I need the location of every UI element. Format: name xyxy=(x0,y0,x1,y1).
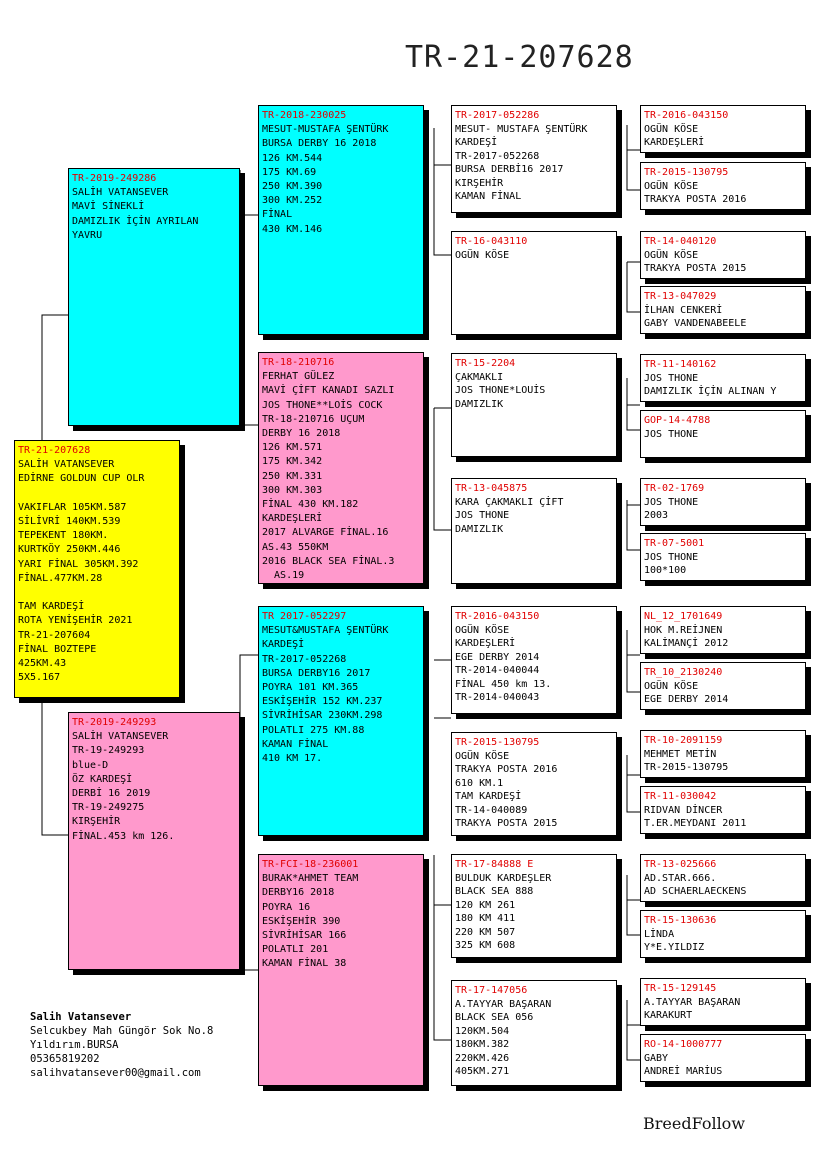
pigeon-card-subject[interactable] xyxy=(14,440,180,698)
info-line: EGE DERBY 2014 xyxy=(455,651,540,663)
info-line: DAMIZLIK İÇİN ALINAN Y xyxy=(644,386,777,397)
pigeon-card-gen4-7[interactable] xyxy=(451,854,617,958)
connector-gen3-g4 xyxy=(434,855,451,1040)
info-line: 220 KM 507 xyxy=(455,926,516,938)
info-line: OGÜN KÖSE xyxy=(455,624,510,636)
breeder-address: Selcukbey Mah Güngör Sok No.8 xyxy=(30,1025,214,1037)
info-line: KARDEŞLERİ xyxy=(455,638,516,649)
ring-number: RO-14-1000777 xyxy=(644,1039,723,1050)
breeder-email: salihvatansever00@gmail.com xyxy=(30,1067,201,1079)
pigeon-card-gen5-2[interactable] xyxy=(640,162,806,210)
pigeon-card-dam-sire[interactable] xyxy=(258,606,424,836)
connector-gen4-g2 xyxy=(627,262,640,312)
ring-number: TR-17-84888 E xyxy=(455,859,534,870)
info-line: KURTKÖY 250KM.446 xyxy=(18,544,121,556)
pigeon-card-gen5-9[interactable] xyxy=(640,606,806,654)
info-line: AD SCHAERLAECKENS xyxy=(644,886,747,897)
info-line: KARDEŞLERİ xyxy=(644,137,705,148)
info-line: 300 KM.303 xyxy=(262,484,323,496)
info-line: TR-2014-040043 xyxy=(455,692,540,703)
info-line xyxy=(18,487,176,501)
info-line: A.TAYYAR BAŞARAN xyxy=(455,998,552,1010)
info-line: TR-18-210716 UÇUM xyxy=(262,413,365,425)
ring-number: TR-2015-130795 xyxy=(644,167,729,178)
pigeon-card-gen5-15[interactable] xyxy=(640,978,806,1026)
pigeon-card-gen5-7[interactable] xyxy=(640,478,806,526)
info-line: T.ER.MEYDANI 2011 xyxy=(644,818,747,829)
breeder-contact xyxy=(30,1010,213,1080)
info-line: DERBY16 2018 xyxy=(262,887,335,899)
pigeon-card-dam-dam[interactable] xyxy=(258,854,424,1086)
ring-number: TR_10_2130240 xyxy=(644,667,723,678)
info-line: JOS THONE xyxy=(644,372,699,384)
info-line: KARDEŞİ xyxy=(455,137,498,148)
ring-number: TR-2019-249286 xyxy=(72,173,157,184)
info-line: İLHAN CENKERİ xyxy=(644,304,723,316)
info-line: 250 KM.390 xyxy=(262,181,323,193)
connector-gen3-g1 xyxy=(434,128,451,255)
info-line: TRAKYA POSTA 2016 xyxy=(455,764,558,775)
pigeon-card-gen5-14[interactable] xyxy=(640,910,806,958)
info-line: TR-2017-052268 xyxy=(262,653,347,665)
info-line: FİNAL.453 km 126. xyxy=(72,830,175,842)
info-line: SALİH VATANSEVER xyxy=(18,459,115,471)
pigeon-card-gen5-5[interactable] xyxy=(640,354,806,402)
info-line: TAM KARDEŞİ xyxy=(455,791,522,802)
ring-number: TR-15-129145 xyxy=(644,983,717,994)
ring-number: TR-FCI-18-236001 xyxy=(262,859,359,870)
info-line: 175 KM.69 xyxy=(262,166,317,178)
info-line: OGÜN KÖSE xyxy=(644,123,699,135)
info-line: FİNAL 430 KM.182 xyxy=(262,499,359,511)
info-line: 250 KM.331 xyxy=(262,470,323,482)
ring-number: TR-16-043110 xyxy=(455,236,528,247)
info-line: SİVRİHİSAR 230KM.298 xyxy=(262,710,383,722)
info-line: 100*100 xyxy=(644,565,687,576)
ring-number: TR-13-045875 xyxy=(455,483,528,494)
connector-gen4-g8 xyxy=(627,1000,640,1060)
info-line: TR-2014-040044 xyxy=(455,665,540,676)
pigeon-card-gen4-4[interactable] xyxy=(451,478,617,584)
connector-gen4-g1 xyxy=(627,125,640,190)
info-line: 2016 BLACK SEA FİNAL.3 xyxy=(262,555,395,567)
ring-number: TR-18-210716 xyxy=(262,357,335,368)
breeder-phone: 05365819202 xyxy=(30,1053,100,1065)
info-line: KIRŞEHİR xyxy=(455,177,504,189)
info-line: GABY VANDENABEELE xyxy=(644,318,747,329)
pigeon-card-gen5-8[interactable] xyxy=(640,533,806,581)
pigeon-card-gen4-6[interactable] xyxy=(451,732,617,836)
info-line: VAKIFLAR 105KM.587 xyxy=(18,501,127,513)
info-line: MAVİ SİNEKLİ xyxy=(72,201,145,213)
info-line: Y*E.YILDIZ xyxy=(644,942,705,953)
info-line: 180 KM 411 xyxy=(455,913,516,924)
ring-number: TR-13-025666 xyxy=(644,859,717,870)
ring-number: TR-2018-230025 xyxy=(262,110,347,121)
info-line: JOS THONE xyxy=(644,496,699,508)
ring-number: TR-02-1769 xyxy=(644,483,705,494)
connector-gen2-top xyxy=(240,170,258,425)
connector-gen4-g7 xyxy=(627,875,640,935)
info-line: EGE DERBY 2014 xyxy=(644,694,729,705)
info-line: MESUT-MUSTAFA ŞENTÜRK xyxy=(262,124,389,136)
pigeon-card-gen5-12[interactable] xyxy=(640,786,806,834)
ring-number: TR-2016-043150 xyxy=(455,611,540,622)
ring-number: TR-2019-249293 xyxy=(72,717,157,728)
info-line: A.TAYYAR BAŞARAN xyxy=(644,996,741,1008)
info-line: OGÜN KÖSE xyxy=(644,180,699,192)
info-line: 410 KM 17. xyxy=(262,753,323,765)
pigeon-card-dam[interactable] xyxy=(68,712,240,970)
pigeon-card-gen4-2[interactable] xyxy=(451,231,617,335)
ring-number: TR 2017-052297 xyxy=(262,611,347,622)
info-line: POLATLI 201 xyxy=(262,944,329,956)
info-line: 126 KM.571 xyxy=(262,442,323,454)
ring-number: TR-21-207628 xyxy=(18,445,91,456)
info-line: JOS THONE xyxy=(644,551,699,563)
pigeon-card-gen4-5[interactable] xyxy=(451,606,617,714)
pigeon-card-gen5-13[interactable] xyxy=(640,854,806,902)
info-line: DERBY 16 2018 xyxy=(262,428,341,440)
info-line: POLATLI 275 KM.88 xyxy=(262,724,365,736)
pigeon-card-gen4-3[interactable] xyxy=(451,353,617,457)
info-line: OGÜN KÖSE xyxy=(644,680,699,692)
pigeon-card-gen5-3[interactable] xyxy=(640,231,806,279)
info-line: RIDVAN DİNCER xyxy=(644,804,723,816)
connector-gen4-g3 xyxy=(627,378,640,430)
ring-number: TR-2016-043150 xyxy=(644,110,729,121)
info-line: TEPEKENT 180KM. xyxy=(18,530,109,542)
info-line: KIRŞEHİR xyxy=(72,816,121,828)
info-line: AS.19 xyxy=(262,570,305,582)
info-line: SİLİVRİ 140KM.539 xyxy=(18,516,121,528)
pigeon-card-gen5-4[interactable] xyxy=(640,286,806,334)
ring-number: TR-15-2204 xyxy=(455,358,516,369)
info-line: KAMAN FİNAL xyxy=(455,191,522,202)
info-line: FİNAL xyxy=(262,209,293,221)
connector-gen4-g6 xyxy=(627,755,640,812)
info-line: BURSA DERBY16 2017 xyxy=(262,667,371,679)
info-line: 325 KM 608 xyxy=(455,940,516,951)
pigeon-card-gen4-8[interactable] xyxy=(451,980,617,1086)
info-line: KARA ÇAKMAKLI ÇİFT xyxy=(455,496,564,508)
info-line: 120 KM 261 xyxy=(455,899,516,911)
info-line: POYRA 101 KM.365 xyxy=(262,682,359,694)
info-line: TR-21-207604 xyxy=(18,629,91,641)
info-line: TR-19-249275 xyxy=(72,802,145,814)
info-line: ESKİŞEHİR 390 xyxy=(262,915,341,927)
connector-gen4-g4 xyxy=(627,500,640,550)
info-line: DAMIZLIK xyxy=(455,398,504,410)
connector-gen4-g5 xyxy=(627,630,640,692)
info-line: JOS THONE*LOUİS xyxy=(455,385,546,396)
info-line: ANDREİ MARİUS xyxy=(644,1066,723,1077)
info-line: SALİH VATANSEVER xyxy=(72,731,169,743)
info-line: 180KM.382 xyxy=(455,1039,510,1050)
info-line: TRAKYA POSTA 2015 xyxy=(455,818,558,829)
info-line: KAMAN FİNAL 38 xyxy=(262,958,347,970)
info-line: TR-14-040089 xyxy=(455,804,528,816)
ring-number: TR-10-2091159 xyxy=(644,735,723,746)
brand-logo-text: BreedFollow xyxy=(643,1114,746,1133)
info-line: TAM KARDEŞİ xyxy=(18,601,85,613)
info-line: blue-D xyxy=(72,759,109,771)
info-line: YAVRU xyxy=(72,229,103,241)
breeder-city: Yıldırım.BURSA xyxy=(30,1039,119,1051)
info-line: 126 KM.544 xyxy=(262,152,323,164)
info-line: JOS THONE xyxy=(455,510,510,521)
ring-number: TR-15-130636 xyxy=(644,915,717,926)
pigeon-card-gen5-1[interactable] xyxy=(640,105,806,153)
info-line: KARAKURT xyxy=(644,1010,693,1021)
pigeon-card-gen5-6[interactable] xyxy=(640,410,806,458)
info-line: KARDEŞİ xyxy=(262,639,305,651)
info-line: 5X5.167 xyxy=(18,672,61,684)
ring-number: GOP-14-4788 xyxy=(644,415,711,426)
ring-number: TR-11-140162 xyxy=(644,359,717,370)
info-line: MEHMET METİN xyxy=(644,748,717,760)
pigeon-card-gen5-11[interactable] xyxy=(640,730,806,778)
info-line: ÖZ KARDEŞİ xyxy=(72,773,133,785)
info-line: BURSA DERBİ16 2017 xyxy=(455,164,564,175)
connector-gen3-g3 xyxy=(434,660,451,718)
info-line: 220KM.426 xyxy=(455,1052,510,1064)
info-line: KALİMANÇİ 2012 xyxy=(644,638,729,649)
info-line: MESUT&MUSTAFA ŞENTÜRK xyxy=(262,625,389,637)
info-line: 430 KM.146 xyxy=(262,223,323,235)
breeder-name: Salih Vatansever xyxy=(30,1011,132,1023)
ring-number: TR-17-147056 xyxy=(455,985,528,996)
info-line: 2003 xyxy=(644,510,669,521)
info-line: BURSA DERBY 16 2018 xyxy=(262,138,377,150)
info-line: TR-2017-052268 xyxy=(455,150,540,162)
info-line: BLACK SEA 056 xyxy=(455,1012,534,1023)
info-line: TRAKYA POSTA 2016 xyxy=(644,194,747,205)
info-line: 175 KM.342 xyxy=(262,456,323,468)
info-line: 120KM.504 xyxy=(455,1025,510,1037)
info-line: OGÜN KÖSE xyxy=(455,249,510,261)
info-line xyxy=(18,586,176,600)
info-line: MESUT- MUSTAFA ŞENTÜRK xyxy=(455,123,588,135)
info-line: ROTA YENİŞEHİR 2021 xyxy=(18,615,133,627)
info-line: ÇAKMAKLI xyxy=(455,371,504,383)
info-line: AD.STAR.666. xyxy=(644,872,717,884)
info-line: 405KM.271 xyxy=(455,1066,510,1077)
info-line: FİNAL BOZTEPE xyxy=(18,643,97,655)
info-line: GABY xyxy=(644,1052,669,1064)
info-line: BURAK*AHMET TEAM xyxy=(262,873,359,885)
info-line: KARDEŞLERİ xyxy=(262,513,323,525)
info-line: 2017 ALVARGE FİNAL.16 xyxy=(262,527,389,539)
info-line: ESKİŞEHİR 152 KM.237 xyxy=(262,696,383,708)
ring-number: NL_12_1701649 xyxy=(644,611,723,622)
info-line: POYRA 16 xyxy=(262,901,311,913)
info-line: TR-2015-130795 xyxy=(644,762,729,773)
ring-number: TR-13-047029 xyxy=(644,291,717,302)
ring-number: TR-2017-052286 xyxy=(455,110,540,121)
info-line: TR-19-249293 xyxy=(72,745,145,757)
info-line: LİNDA xyxy=(644,928,675,940)
info-line: KAMAN FİNAL xyxy=(262,738,329,750)
info-line: DAMIZLIK İÇİN AYRILAN xyxy=(72,215,199,227)
info-line: FİNAL.477KM.28 xyxy=(18,572,103,584)
ring-number: TR-07-5001 xyxy=(644,538,705,549)
info-line: HOK M.REİJNEN xyxy=(644,624,723,636)
info-line: SİVRİHİSAR 166 xyxy=(262,930,347,942)
info-line: EDİRNE GOLDUN CUP OLR xyxy=(18,473,145,485)
ring-number: TR-14-040120 xyxy=(644,236,717,247)
info-line: MAVİ ÇİFT KANADI SAZLI xyxy=(262,385,395,397)
info-line: OGÜN KÖSE xyxy=(455,750,510,762)
pigeon-card-sire-dam[interactable] xyxy=(258,352,424,584)
info-line: TRAKYA POSTA 2015 xyxy=(644,263,747,274)
info-line: FİNAL 450 km 13. xyxy=(455,678,552,690)
pigeon-card-gen5-16[interactable] xyxy=(640,1034,806,1082)
info-line: JOS THONE**LOİS COCK xyxy=(262,399,383,411)
info-line: OGÜN KÖSE xyxy=(644,249,699,261)
pigeon-card-sire[interactable] xyxy=(68,168,240,426)
ring-number: TR-11-030042 xyxy=(644,791,717,802)
pigeon-card-gen4-1[interactable] xyxy=(451,105,617,213)
ring-number: TR-2015-130795 xyxy=(455,737,540,748)
info-line: 610 KM.1 xyxy=(455,777,504,789)
info-line: BULDUK KARDEŞLER xyxy=(455,872,552,884)
info-line: 300 KM.252 xyxy=(262,195,323,207)
info-line: JOS THONE xyxy=(644,428,699,440)
pedigree-title: TR-21-207628 xyxy=(405,40,634,75)
info-line: YARI FİNAL 305KM.392 xyxy=(18,558,139,570)
info-line: 425KM.43 xyxy=(18,658,67,670)
info-line: AS.43 550KM xyxy=(262,541,329,553)
info-line: BLACK SEA 888 xyxy=(455,886,534,897)
connector-gen3-g2 xyxy=(434,408,451,530)
pigeon-card-gen5-10[interactable] xyxy=(640,662,806,710)
info-line: SALİH VATANSEVER xyxy=(72,187,169,199)
info-line: FERHAT GÜLEZ xyxy=(262,371,335,383)
info-line: DAMIZLIK xyxy=(455,523,504,535)
info-line: DERBİ 16 2019 xyxy=(72,788,151,800)
pigeon-card-sire-sire[interactable] xyxy=(258,105,424,335)
connector-gen2-bottom xyxy=(240,655,258,970)
